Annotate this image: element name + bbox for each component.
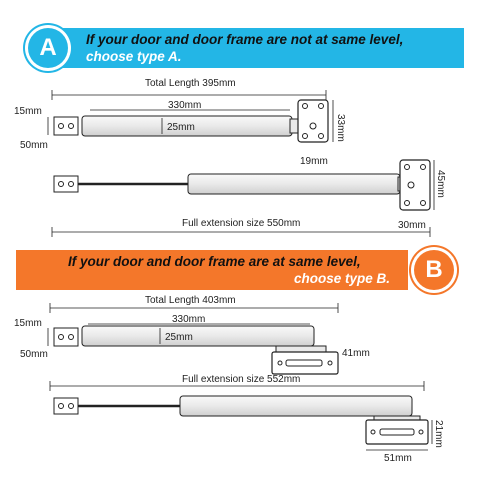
- b-height-left-label: 15mm: [14, 318, 42, 329]
- b-bracket: [272, 346, 338, 374]
- a-plate: [298, 100, 328, 142]
- badge-b: B: [414, 250, 454, 290]
- a-left-mount: [54, 117, 78, 135]
- a-plate-width-ext-label: 30mm: [398, 220, 426, 231]
- b-body-length-label: 330mm: [172, 314, 206, 325]
- b-closer-body-extended: [180, 396, 412, 416]
- banner-b-line1: If your door and door frame are at same level,: [68, 254, 361, 269]
- banner-a-line1: If your door and door frame are not at same level,: [86, 32, 404, 47]
- b-closer-body: [82, 326, 314, 346]
- a-plate-height-ext-label: 45mm: [435, 170, 446, 198]
- b-plate-height-ext-label: 21mm: [433, 420, 444, 448]
- a-closer-body-extended: [188, 174, 400, 194]
- b-plate-width-ext-label: 51mm: [384, 453, 412, 464]
- a-plate-width-label: 19mm: [300, 156, 328, 167]
- a-total-length-label: Total Length 395mm: [145, 78, 236, 89]
- a-body-dia-label: 25mm: [167, 122, 195, 133]
- a-height-left-label: 15mm: [14, 106, 42, 117]
- b-body-dia-label: 25mm: [165, 332, 193, 343]
- a-width-left-label: 50mm: [20, 140, 48, 151]
- b-total-length-label: Total Length 403mm: [145, 295, 236, 306]
- b-plate-height-label: 41mm: [342, 348, 370, 359]
- badge-a: A: [28, 28, 68, 68]
- banner-b-line2: choose type B.: [294, 271, 391, 286]
- b-bracket-extended: [366, 416, 428, 444]
- a-extension-label: Full extension size 550mm: [182, 218, 301, 229]
- a-body-length-label: 330mm: [168, 100, 202, 111]
- b-left-mount: [54, 328, 78, 346]
- b-extension-label: Full extension size 552mm: [182, 374, 301, 385]
- b-width-left-label: 50mm: [20, 349, 48, 360]
- a-plate-height-label: 33mm: [335, 114, 346, 142]
- a-plate-extended: [400, 160, 430, 210]
- b-left-mount-extended: [54, 398, 78, 414]
- a-left-mount-extended: [54, 176, 78, 192]
- banner-a-line2: choose type A.: [86, 49, 182, 64]
